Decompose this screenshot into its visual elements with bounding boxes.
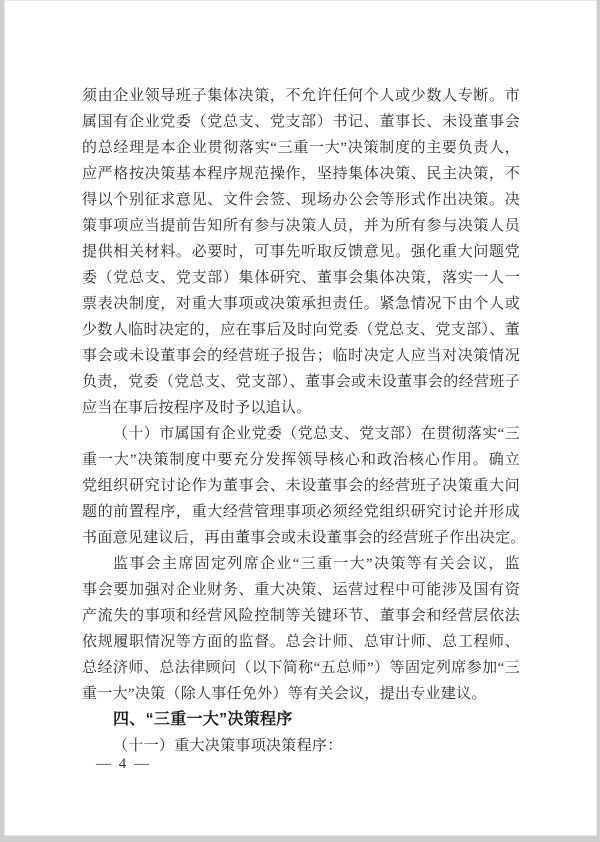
text-line: （十一）重大决策事项决策程序： <box>113 738 343 754</box>
text-line: 得以个别征求意见、文件会签、现场办公会等形式作出决策。决 <box>82 192 520 208</box>
text-line: 须由企业领导班子集体决策，不允许任何个人或少数人专断。市 <box>82 88 520 104</box>
section-heading: 四、“三重一大”决策程序 <box>113 711 293 728</box>
text-line: 票表决制度，对重大事项或决策承担责任。紧急情况下由个人或 <box>82 296 520 312</box>
paper-sheet <box>4 0 597 836</box>
page-number: — 4 — <box>96 756 151 772</box>
text-line: 应当在事后按程序及时予以追认。 <box>82 400 312 416</box>
text-line: 负责，党委（党总支、党支部）、董事会或未设董事会的经营班子 <box>82 374 520 390</box>
text-line: 题的前置程序，重大经营管理事项必须经党组织研究讨论并形成 <box>82 504 520 520</box>
text-line: 事会要加强对企业财务、重大决策、运营过程中可能涉及国有资 <box>82 582 520 598</box>
text-line: 事会或未设董事会的经营班子报告；临时决定人应当对决策情况 <box>82 348 520 364</box>
text-line: 提供相关材料。必要时，可事先听取反馈意见。强化重大问题党 <box>82 244 520 260</box>
text-line: 依规履职情况等方面的监督。总会计师、总审计师、总工程师、 <box>82 634 520 650</box>
text-line: 重一大”决策制度中要充分发挥领导核心和政治核心作用。确立 <box>82 452 520 468</box>
scan-edge-bottom <box>0 836 600 842</box>
text-line: 策事项应当提前告知所有参与决策人员，并为所有参与决策人员 <box>82 218 520 234</box>
text-line: 重一大”决策（除人事任免外）等有关会议，提出专业建议。 <box>82 686 487 702</box>
text-line: （十）市属国有企业党委（党总支、党支部）在贯彻落实“三 <box>113 426 520 442</box>
text-line: 的总经理是本企业贯彻落实“三重一大”决策制度的主要负责人， <box>82 140 520 156</box>
text-line: 总经济师、总法律顾问（以下简称“五总师”）等固定列席参加“三 <box>82 660 520 676</box>
text-line: 少数人临时决定的，应在事后及时向党委（党总支、党支部）、董 <box>82 322 520 338</box>
text-line: 党组织研究讨论作为董事会、未设董事会的经营班子决策重大问 <box>82 478 520 494</box>
text-line: 产流失的事项和经营风险控制等关键环节、董事会和经营层依法 <box>82 608 520 624</box>
text-line: 委（党总支、党支部）集体研究、董事会集体决策，落实一人一 <box>82 270 520 286</box>
text-line: 应严格按决策基本程序规范操作，坚持集体决策、民主决策，不 <box>82 166 520 182</box>
document-body <box>82 83 526 759</box>
text-line: 监事会主席固定列席企业“三重一大”决策等有关会议，监 <box>113 556 520 572</box>
text-line: 书面意见建议后，再由董事会或未设董事会的经营班子作出决定。 <box>82 530 526 546</box>
text-line: 属国有企业党委（党总支、党支部）书记、董事长、未设董事会 <box>82 114 520 130</box>
scan-edge-left <box>0 0 4 842</box>
